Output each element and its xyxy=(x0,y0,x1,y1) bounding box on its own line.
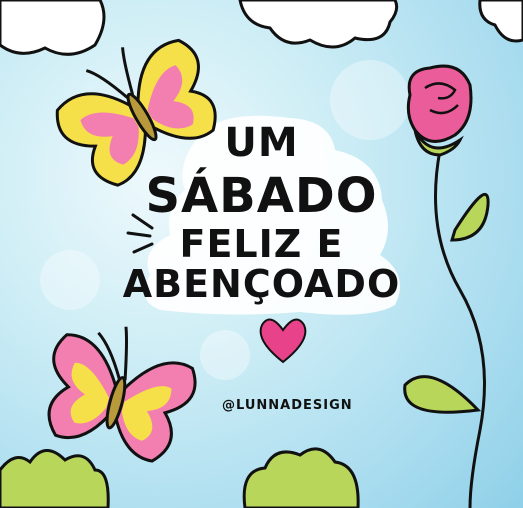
greeting-line-2: SÁBADO xyxy=(145,168,378,224)
cloud-icon xyxy=(480,0,523,41)
bush-icon xyxy=(0,450,108,508)
cloud-icon xyxy=(240,0,397,47)
greeting-line-3: FELIZ E xyxy=(179,222,344,266)
bush-icon xyxy=(244,449,358,508)
greeting-line-1: UM xyxy=(224,120,299,166)
butterfly-icon xyxy=(34,311,206,467)
greeting-line-4: ABENÇOADO xyxy=(122,262,401,306)
designer-credit: @LUNNADESIGN xyxy=(222,398,353,413)
cloud-icon xyxy=(0,0,104,54)
heart-icon xyxy=(261,320,306,362)
